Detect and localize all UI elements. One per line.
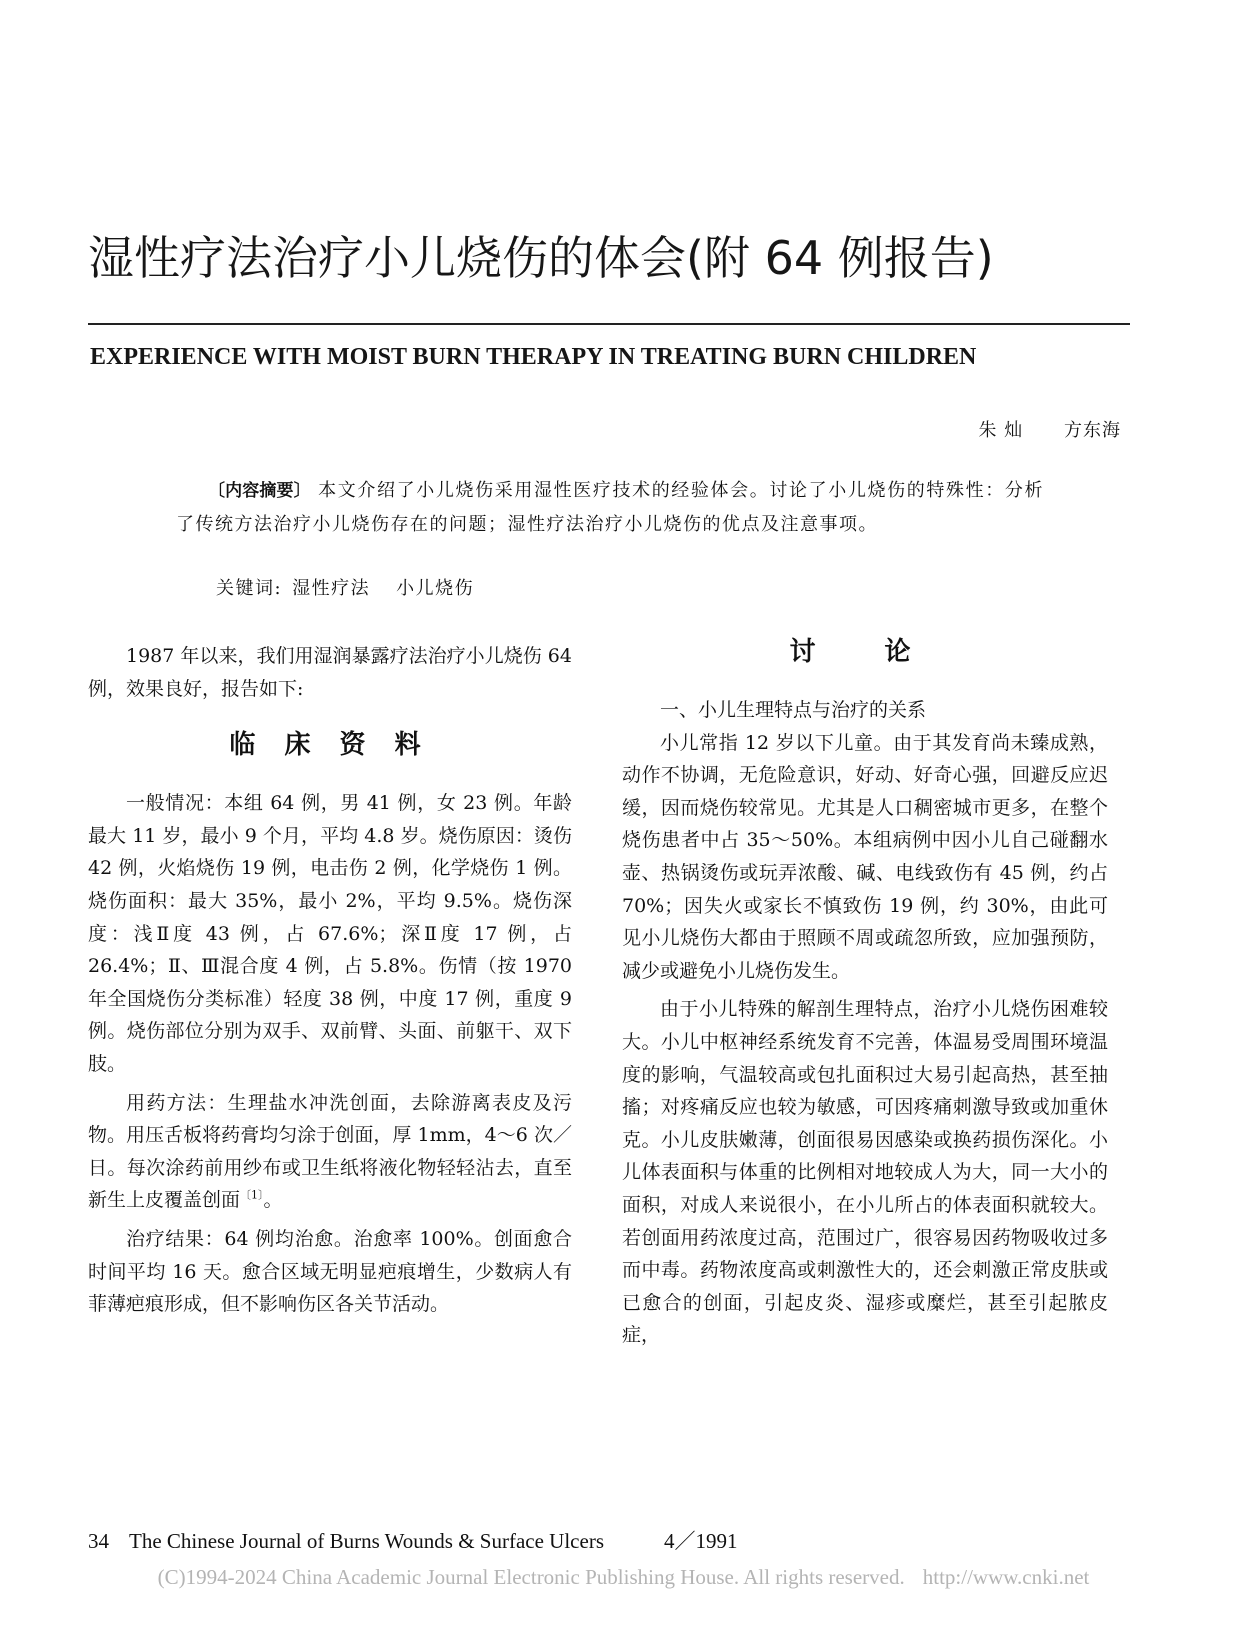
section-heading-discussion: 讨 论	[789, 637, 941, 667]
keywords-label: 关键词:	[216, 578, 283, 599]
journal-name: The Chinese Journal of Burns Wounds & Surface Ulcers	[129, 1529, 604, 1553]
english-title: EXPERIENCE WITH MOIST BURN THERAPY IN TREATING BURN CHILDREN	[90, 344, 977, 370]
subsection-heading: 一、小儿生理特点与治疗的关系	[660, 699, 927, 721]
method-paragraph	[88, 1087, 572, 1217]
keyword-1: 湿性疗法	[292, 578, 371, 599]
title-rule	[88, 323, 1130, 325]
section-heading-clinical: 临 床 资 料	[229, 730, 431, 761]
result-paragraph: 治疗结果：64 例均治愈。治愈率 100%。创面愈合时间平均 16 天。愈合区域无明显疤痕增生，少数病人有菲薄疤痕形成，但不影响伤区各关节活动。	[88, 1227, 572, 1316]
abstract-label: 〔内容摘要〕	[208, 481, 311, 501]
page-footer	[88, 1526, 738, 1556]
copyright-notice	[0, 1562, 1247, 1592]
method-end: 。	[263, 1189, 283, 1212]
general-paragraph: 一般情况：本组 64 例，男 41 例，女 23 例。年龄最大 11 岁，最小 9 个月，平均 4.8 岁。烧伤原因：烫伤 42 例，火焰烧伤 19 例，电击伤 2 例，化学烧伤 1 例。烧伤面积：最大 35%，最小 2%，平均 9.5%。烧伤深度：浅Ⅱ度 43 例，占 67.6%；深Ⅱ度 17 例，占 26.4%；Ⅱ、Ⅲ混合度 4 例，占 5.8%。伤情（按 1970 年全国烧伤分类标准）轻度 38 例，中度 17 例，重度 9 例。烧伤部位分别为双手、双前臂、头面、前躯干、双下肢。	[88, 792, 572, 1075]
right-column	[622, 637, 1108, 1358]
reference-marker: 〔1〕	[240, 1188, 264, 1202]
page-number: 34	[88, 1529, 109, 1553]
discussion-paragraph-1: 小儿常指 12 岁以下儿童。由于其发育尚未臻成熟，动作不协调，无危险意识，好动、好奇心强，回避反应迟缓，因而烧伤较常见。尤其是人口稠密城市更多，在整个烧伤患者中占 35～50%。本组病例中因小儿自己碰翻水壶、热锅烫伤或玩弄浓酸、碱、电线致伤有 45 例，约占 70%；因失火或家长不慎致伤 19 例，约 30%，由此可见小儿烧伤大都由于照顾不周或疏忽所致，应加强预防，减少或避免小儿烧伤发生。	[622, 731, 1108, 982]
keyword-2: 小儿烧伤	[396, 578, 475, 599]
page-title: 湿性疗法治疗小儿烧伤的体会(附 64 例报告)	[88, 231, 994, 285]
copyright-text: (C)1994-2024 China Academic Journal Electronic Publishing House. All rights reserved.	[157, 1565, 905, 1589]
discussion-paragraph-2: 由于小儿特殊的解剖生理特点，治疗小儿烧伤困难较大。小儿中枢神经系统发育不完善，体温易受周围环境温度的影响，气温较高或包扎面积过大易引起高热，甚至抽搐；对疼痛反应也较为敏感，可因疼痛刺激导致或加重休克。小儿皮肤嫩薄，创面很易因感染或换药损伤深化。小儿体表面积与体重的比例相对地较成人为大，同一大小的面积，对成人来说很小，在小儿所占的体表面积就较大。若创面用药浓度过高，范围过广，很容易因药物吸收过多而中毒。药物浓度高或刺激性大的，还会刺激正常皮肤或已愈合的创面，引起皮炎、湿疹或糜烂，甚至引起脓皮症，	[622, 998, 1108, 1347]
author-1: 朱 灿	[978, 420, 1024, 441]
copyright-url: http://www.cnki.net	[922, 1565, 1090, 1589]
authors	[945, 418, 1121, 444]
keywords	[216, 574, 474, 604]
abstract	[176, 474, 1044, 542]
author-2: 方东海	[1064, 420, 1121, 441]
left-column	[88, 640, 572, 1327]
abstract-text: 本文介绍了小儿烧伤采用湿性医疗技术的经验体会。讨论了小儿烧伤的特殊性：分析了传统方法治疗小儿烧伤存在的问题；湿性疗法治疗小儿烧伤的优点及注意事项。	[176, 480, 1045, 535]
intro-paragraph: 1987 年以来，我们用湿润暴露疗法治疗小儿烧伤 64 例，效果良好，报告如下:	[88, 645, 572, 700]
issue-number: 4／1991	[664, 1529, 738, 1553]
method-text: 用药方法：生理盐水冲洗创面，去除游离表皮及污物。用压舌板将药膏均匀涂于创面，厚 1mm，4～6 次／日。每次涂药前用纱布或卫生纸将液化物轻轻沾去，直至新生上皮覆盖创面	[88, 1091, 572, 1212]
